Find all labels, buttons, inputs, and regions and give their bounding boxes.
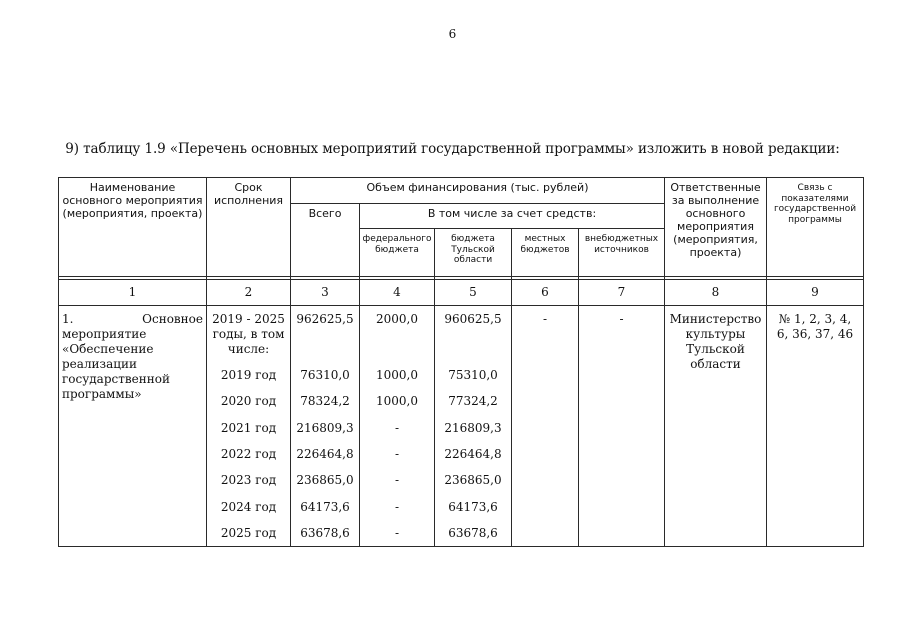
col-num-3: 3	[321, 285, 329, 300]
measures-table	[58, 177, 864, 547]
row-total: 216809,3	[296, 421, 354, 435]
row-federal: -	[394, 421, 400, 435]
row-total: 63678,6	[300, 526, 350, 540]
header-responsible: Ответственные за выполнение основного мероприятия (мероприятия, проекта)	[670, 181, 761, 259]
row-total: 226464,8	[296, 447, 354, 461]
col-num-5: 5	[469, 285, 477, 300]
header-measure-name: Наименование основного мероприятия (мероприятия, проекта)	[62, 181, 203, 220]
row-federal: 1000,0	[376, 394, 418, 408]
row-term: 2021 год	[220, 421, 277, 435]
row-regional: 236865,0	[444, 473, 502, 487]
row-federal: 2000,0	[376, 312, 418, 326]
row-local: -	[542, 312, 548, 326]
row-federal: -	[394, 447, 400, 461]
row-regional: 960625,5	[444, 312, 502, 326]
row-regional: 64173,6	[448, 500, 498, 514]
col-num-9: 9	[811, 285, 819, 300]
row-term: 2023 год	[220, 473, 277, 487]
row-term: 2019 год	[220, 368, 277, 382]
header-federal: федерального бюджета	[362, 234, 432, 255]
header-offbudget: внебюджетных источников	[584, 234, 659, 255]
header-regional: бюджета Тульской области	[451, 234, 495, 266]
header-term: Срок исполнения	[213, 181, 284, 207]
col-num-7: 7	[617, 285, 626, 300]
measure-indicators: № 1, 2, 3, 4, 6, 36, 37, 46	[776, 312, 854, 341]
row-term: 2022 год	[220, 447, 277, 461]
row-federal: 1000,0	[376, 368, 418, 382]
col-num-6: 6	[541, 285, 549, 300]
col-num-8: 8	[711, 285, 720, 300]
row-total: 64173,6	[300, 500, 350, 514]
row-federal: -	[394, 500, 400, 514]
row-regional: 75310,0	[448, 368, 498, 382]
row-total: 76310,0	[300, 368, 350, 382]
row-offbudget: -	[619, 312, 624, 326]
row-term: 2020 год	[220, 394, 277, 408]
row-term: 2025 год	[220, 526, 277, 540]
row-total: 78324,2	[300, 394, 350, 408]
measure-responsible: Министерство культуры Тульской области	[669, 312, 762, 371]
row-regional: 63678,6	[448, 526, 498, 540]
col-num-4: 4	[393, 285, 401, 300]
row-total: 962625,5	[296, 312, 354, 326]
row-regional: 216809,3	[444, 421, 502, 435]
measure-name: 1. Основное мероприятие «Обеспечение реализации государственной программы»	[62, 312, 203, 401]
row-term: 2024 год	[220, 500, 277, 514]
col-num-2: 2	[244, 285, 253, 300]
intro-text: 9) таблицу 1.9 «Перечень основных мероприятий государственной программы» изложить в новой редакции:	[65, 141, 840, 157]
header-including: В том числе за счет средств:	[427, 207, 597, 220]
header-local: местных бюджетов	[520, 234, 570, 255]
row-regional: 226464,8	[444, 447, 502, 461]
header-total: Всего	[308, 207, 342, 220]
header-funding: Объем финансирования (тыс. рублей)	[366, 181, 589, 194]
row-regional: 77324,2	[448, 394, 498, 408]
row-term: 2019 - 2025 годы, в том числе:	[212, 312, 285, 356]
col-num-1: 1	[128, 285, 137, 300]
header-link: Связь с показателями государственной программы	[773, 183, 857, 225]
row-federal: -	[394, 526, 400, 540]
page-number: 6	[448, 27, 457, 41]
row-total: 236865,0	[296, 473, 354, 487]
row-federal: -	[394, 473, 400, 487]
